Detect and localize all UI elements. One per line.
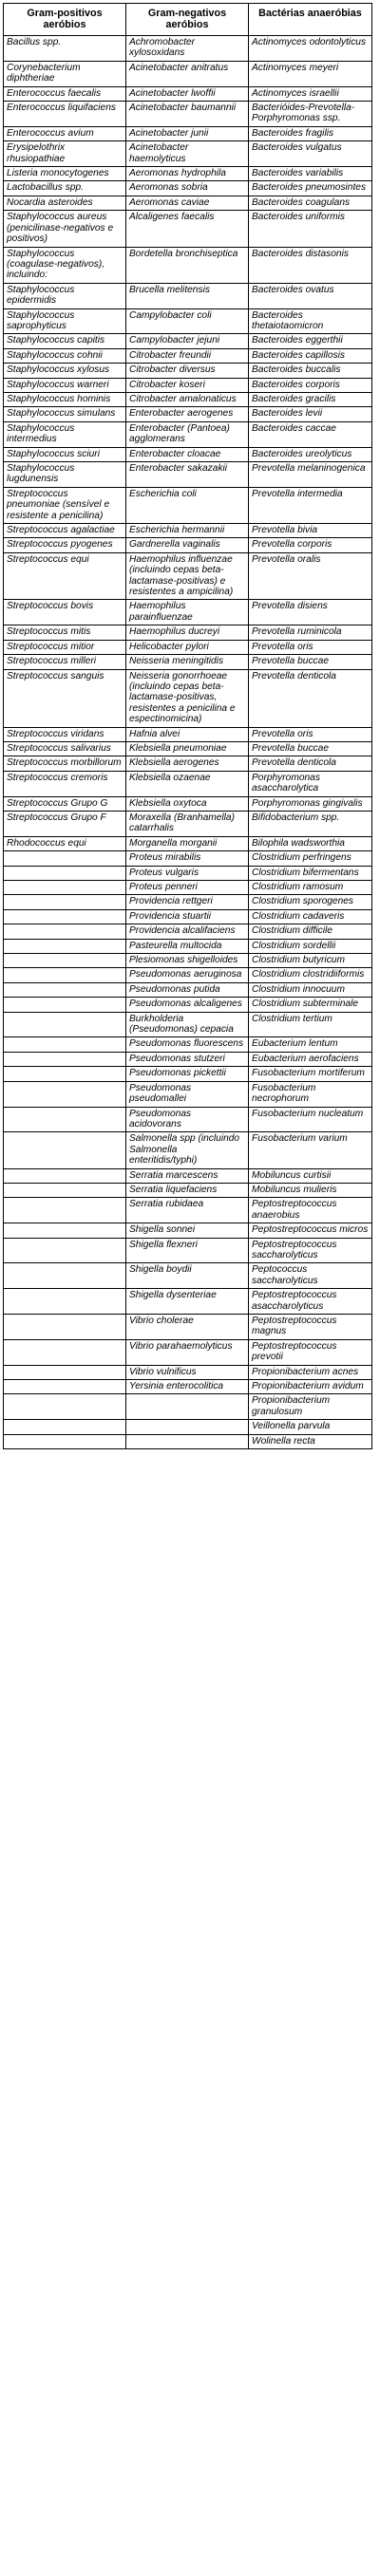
cell-gram-negative: Vibrio cholerae [126,1315,249,1340]
table-row [4,392,372,406]
table-row [4,167,372,181]
cell-gram-positive: Staphylococcus lugdunensis [4,462,126,488]
table-body [4,36,372,1449]
cell-gram-negative: Campylobacter coli [126,308,249,334]
cell-anaerobic: Clostridium clostridiiformis [249,968,372,982]
cell-anaerobic: Peptostreptococcus prevotii [249,1339,372,1365]
cell-anaerobic: Clostridium subterminale [249,998,372,1012]
cell-anaerobic: Actinomyces israellii [249,86,372,101]
table-row [4,348,372,363]
cell-gram-positive [4,1168,126,1183]
cell-gram-negative: Enterobacter sakazakii [126,462,249,488]
table-row [4,447,372,461]
cell-gram-negative: Enterobacter cloacae [126,447,249,461]
cell-anaerobic: Actinomyces meyeri [249,61,372,86]
table-row [4,756,372,771]
header-row [4,4,372,36]
cell-gram-negative: Proteus mirabilis [126,851,249,866]
cell-gram-negative: Yersinia enterocolitica [126,1380,249,1394]
cell-anaerobic: Prevotella intermedia [249,487,372,523]
cell-anaerobic: Fusobacterium mortiferum [249,1067,372,1081]
cell-gram-negative: Citrobacter koseri [126,378,249,392]
table-row [4,1315,372,1340]
cell-anaerobic: Bacteroides caccae [249,421,372,447]
cell-gram-positive: Erysipelothrix rhusiopathiae [4,141,126,167]
cell-gram-negative: Plesiomonas shigelloides [126,954,249,968]
cell-gram-positive [4,1183,126,1197]
table-row [4,36,372,62]
table-row [4,524,372,538]
table-row [4,998,372,1012]
cell-anaerobic: Bacteroides corporis [249,378,372,392]
table-row [4,334,372,348]
cell-gram-positive [4,1315,126,1340]
cell-anaerobic: Prevotella buccae [249,741,372,756]
cell-gram-positive [4,968,126,982]
cell-anaerobic: Bacteroides coagulans [249,196,372,210]
cell-gram-positive [4,1107,126,1132]
cell-anaerobic: Fusobacterium varium [249,1132,372,1168]
cell-gram-negative: Gardnerella vaginalis [126,538,249,552]
cell-gram-positive: Streptococcus Grupo G [4,796,126,811]
table-row [4,421,372,447]
cell-gram-positive [4,1434,126,1448]
table-row [4,1012,372,1037]
table-row [4,939,372,953]
table-row [4,1289,372,1315]
table-row [4,1081,372,1107]
table-row [4,211,372,247]
table-row [4,1420,372,1434]
cell-anaerobic: Porphyromonas gingivalis [249,796,372,811]
cell-gram-positive: Enterococcus liquifaciens [4,102,126,127]
cell-gram-positive [4,851,126,866]
cell-gram-positive: Staphylococcus intermedius [4,421,126,447]
cell-gram-negative: Citrobacter amalonaticus [126,392,249,406]
table-row [4,462,372,488]
table-row [4,655,372,669]
table-row [4,1198,372,1223]
cell-gram-negative: Klebsiella ozaenae [126,771,249,796]
cell-gram-positive: Streptococcus mitior [4,640,126,654]
cell-gram-positive: Enterococcus faecalis [4,86,126,101]
cell-anaerobic: Eubacterium aerofaciens [249,1052,372,1066]
table-row [4,895,372,909]
cell-gram-positive [4,909,126,924]
cell-gram-positive: Streptococcus bovis [4,600,126,625]
cell-gram-negative: Brucella melitensis [126,283,249,308]
cell-anaerobic: Bacteroides variabilis [249,167,372,181]
cell-gram-positive: Staphylococcus sciuri [4,447,126,461]
table-row [4,1183,372,1197]
cell-anaerobic: Clostridium bifermentans [249,866,372,880]
cell-anaerobic: Peptostreptococcus anaerobius [249,1198,372,1223]
table-row [4,1107,372,1132]
cell-gram-positive: Streptococcus morbillorum [4,756,126,771]
cell-anaerobic: Clostridium difficile [249,924,372,939]
cell-gram-negative: Haemophilus influenzae (incluindo cepas beta-lactamase-positivas) e resistentes a ampicilina) [126,552,249,600]
cell-gram-negative: Helicobacter pylori [126,640,249,654]
table-row [4,1380,372,1394]
table-row [4,364,372,378]
cell-anaerobic: Prevotella denticola [249,756,372,771]
cell-gram-negative: Acinetobacter lwoffii [126,86,249,101]
table-row [4,811,372,836]
cell-gram-positive [4,939,126,953]
table-row [4,181,372,196]
cell-gram-negative: Proteus vulgaris [126,866,249,880]
cell-anaerobic: Prevotella oralis [249,552,372,600]
cell-gram-negative: Acinetobacter haemolyticus [126,141,249,167]
cell-gram-positive: Streptococcus equi [4,552,126,600]
cell-anaerobic: Clostridium tertium [249,1012,372,1037]
cell-anaerobic: Bacterióides-Prevotella-Porphyromonas ssp. [249,102,372,127]
cell-anaerobic: Prevotella oris [249,640,372,654]
cell-anaerobic: Bacteroides eggerthii [249,334,372,348]
cell-gram-negative: Morganella morganii [126,836,249,850]
table-row [4,1263,372,1289]
table-row [4,1339,372,1365]
cell-anaerobic: Bacteroides ureolyticus [249,447,372,461]
cell-gram-positive [4,1052,126,1066]
cell-gram-negative: Serratia rubidaea [126,1198,249,1223]
cell-gram-positive: Listeria monocytogenes [4,167,126,181]
cell-gram-negative: Pseudomonas alcaligenes [126,998,249,1012]
cell-gram-positive: Enterococcus avium [4,126,126,140]
cell-anaerobic: Fusobacterium necrophorum [249,1081,372,1107]
cell-anaerobic: Clostridium butyricum [249,954,372,968]
cell-anaerobic: Peptostreptococcus magnus [249,1315,372,1340]
cell-anaerobic: Peptostreptococcus micros [249,1223,372,1238]
table-row [4,600,372,625]
cell-gram-positive: Bacillus spp. [4,36,126,62]
cell-gram-negative: Serratia liquefaciens [126,1183,249,1197]
table-row [4,247,372,283]
cell-gram-negative: Klebsiella aerogenes [126,756,249,771]
cell-gram-negative: Klebsiella pneumoniae [126,741,249,756]
table-row [4,61,372,86]
cell-gram-negative: Salmonella spp (incluindo Salmonella enteritidis/typhi) [126,1132,249,1168]
cell-gram-negative [126,1420,249,1434]
cell-anaerobic: Bacteroides distasonis [249,247,372,283]
cell-gram-negative: Campylobacter jejuni [126,334,249,348]
cell-anaerobic: Clostridium innocuum [249,982,372,997]
cell-gram-negative: Pasteurella multocida [126,939,249,953]
cell-gram-positive: Streptococcus sanguis [4,669,126,727]
table-row [4,308,372,334]
cell-gram-positive: Staphylococcus epidermidis [4,283,126,308]
cell-anaerobic: Mobiluncus curtisii [249,1168,372,1183]
cell-gram-positive [4,1365,126,1379]
table-row [4,954,372,968]
cell-anaerobic: Prevotella melaninogenica [249,462,372,488]
table-row [4,924,372,939]
cell-gram-negative: Providencia stuartii [126,909,249,924]
table-row [4,378,372,392]
cell-anaerobic: Wolinella recta [249,1434,372,1448]
cell-anaerobic: Propionibacterium avidum [249,1380,372,1394]
cell-gram-negative: Enterobacter aerogenes [126,407,249,421]
table-row [4,836,372,850]
cell-gram-positive: Staphylococcus hominis [4,392,126,406]
table-row [4,909,372,924]
cell-gram-positive: Streptococcus viridans [4,727,126,741]
cell-anaerobic: Prevotella ruminicola [249,625,372,640]
table-row [4,771,372,796]
table-row [4,1052,372,1066]
cell-gram-positive: Streptococcus salivarius [4,741,126,756]
cell-anaerobic: Prevotella corporis [249,538,372,552]
cell-gram-negative: Neisseria meningitidis [126,655,249,669]
cell-gram-negative: Haemophilus parainfluenzae [126,600,249,625]
table-row [4,487,372,523]
cell-gram-negative: Pseudomonas aeruginosa [126,968,249,982]
table-row [4,982,372,997]
table-row [4,1037,372,1052]
cell-gram-negative: Providencia rettgeri [126,895,249,909]
table-row [4,669,372,727]
bacteria-table [3,3,372,1449]
cell-anaerobic: Bilophila wadsworthia [249,836,372,850]
cell-gram-negative: Citrobacter diversus [126,364,249,378]
cell-anaerobic: Prevotella buccae [249,655,372,669]
cell-gram-negative: Acinetobacter junii [126,126,249,140]
header-gram-negative: Gram-negativos aeróbios [126,4,249,36]
cell-gram-positive: Streptococcus Grupo F [4,811,126,836]
cell-gram-positive: Staphylococcus (coagulase-negativos), incluindo: [4,247,126,283]
cell-gram-positive: Staphylococcus aureus (penicilinase-negativos e positivos) [4,211,126,247]
cell-gram-positive [4,1289,126,1315]
table-row [4,1434,372,1448]
cell-gram-positive: Staphylococcus warneri [4,378,126,392]
cell-gram-negative: Acinetobacter anitratus [126,61,249,86]
cell-gram-positive [4,1380,126,1394]
cell-anaerobic: Peptococcus saccharolyticus [249,1263,372,1289]
cell-gram-positive [4,895,126,909]
cell-anaerobic: Mobiluncus mulieris [249,1183,372,1197]
cell-anaerobic: Bacteroides vulgatus [249,141,372,167]
table-row [4,126,372,140]
cell-gram-positive: Streptococcus pneumoniae (sensível e resistente a penicilina) [4,487,126,523]
cell-anaerobic: Bacteroides fragilis [249,126,372,140]
cell-gram-positive: Staphylococcus xylosus [4,364,126,378]
cell-anaerobic: Eubacterium lentum [249,1037,372,1052]
cell-gram-negative: Aeromonas caviae [126,196,249,210]
cell-gram-negative: Enterobacter (Pantoea) agglomerans [126,421,249,447]
cell-gram-negative: Neisseria gonorrhoeae (incluindo cepas beta-lactamase-positivas, resistentes a penicilina e espectinomicina) [126,669,249,727]
cell-gram-positive: Staphylococcus simulans [4,407,126,421]
cell-anaerobic: Bifidobacterium spp. [249,811,372,836]
cell-anaerobic: Bacteroides capillosis [249,348,372,363]
table-row [4,796,372,811]
header-anaerobic: Bactérias anaeróbias [249,4,372,36]
cell-gram-negative: Acinetobacter baumannii [126,102,249,127]
cell-gram-negative: Aeromonas sobria [126,181,249,196]
table-row [4,1394,372,1420]
cell-anaerobic: Fusobacterium nucleatum [249,1107,372,1132]
cell-anaerobic: Clostridium ramosum [249,881,372,895]
cell-anaerobic: Peptostreptococcus saccharolyticus [249,1238,372,1263]
cell-gram-negative: Alcaligenes faecalis [126,211,249,247]
cell-gram-negative: Aeromonas hydrophila [126,167,249,181]
cell-gram-positive [4,982,126,997]
cell-gram-positive [4,1081,126,1107]
cell-anaerobic: Prevotella denticola [249,669,372,727]
cell-anaerobic: Veillonella parvula [249,1420,372,1434]
cell-anaerobic: Clostridium sordellii [249,939,372,953]
cell-gram-negative: Hafnia alvei [126,727,249,741]
cell-gram-negative: Pseudomonas pickettii [126,1067,249,1081]
cell-anaerobic: Prevotella oris [249,727,372,741]
cell-gram-positive: Streptococcus cremoris [4,771,126,796]
table-row [4,102,372,127]
cell-gram-positive [4,866,126,880]
cell-gram-positive [4,1067,126,1081]
cell-gram-positive [4,998,126,1012]
table-row [4,727,372,741]
cell-gram-negative: Achromobacter xylosoxidans [126,36,249,62]
cell-anaerobic: Propionibacterium granulosum [249,1394,372,1420]
cell-gram-negative: Vibrio parahaemolyticus [126,1339,249,1365]
cell-gram-positive [4,1339,126,1365]
cell-gram-positive [4,1263,126,1289]
table-row [4,1238,372,1263]
cell-anaerobic: Bacteroides thetaiotaomicron [249,308,372,334]
cell-gram-negative: Pseudomonas putida [126,982,249,997]
table-row [4,1067,372,1081]
cell-gram-negative: Pseudomonas acidovorans [126,1107,249,1132]
cell-gram-positive: Streptococcus agalactiae [4,524,126,538]
cell-gram-positive [4,1037,126,1052]
cell-anaerobic: Bacteroides levii [249,407,372,421]
cell-gram-positive [4,1198,126,1223]
cell-gram-negative: Vibrio vulnificus [126,1365,249,1379]
cell-gram-positive [4,1223,126,1238]
cell-gram-positive: Streptococcus pyogenes [4,538,126,552]
table-row [4,866,372,880]
cell-anaerobic: Prevotella disiens [249,600,372,625]
cell-gram-negative: Bordetella bronchiseptica [126,247,249,283]
cell-gram-positive: Staphylococcus capitis [4,334,126,348]
cell-anaerobic: Porphyromonas asaccharolytica [249,771,372,796]
table-row [4,741,372,756]
cell-gram-negative: Escherichia hermannii [126,524,249,538]
table-row [4,625,372,640]
cell-gram-negative: Pseudomonas fluorescens [126,1037,249,1052]
table-row [4,141,372,167]
cell-gram-negative [126,1434,249,1448]
cell-gram-positive: Rhodococcus equi [4,836,126,850]
cell-anaerobic: Bacteroides buccalis [249,364,372,378]
table-row [4,552,372,600]
cell-gram-positive: Corynebacterium diphtheriae [4,61,126,86]
cell-anaerobic: Bacteroides gracilis [249,392,372,406]
cell-gram-positive [4,1394,126,1420]
cell-anaerobic: Peptostreptococcus asaccharolyticus [249,1289,372,1315]
cell-gram-negative: Citrobacter freundii [126,348,249,363]
cell-gram-positive: Staphylococcus cohnii [4,348,126,363]
table-row [4,1132,372,1168]
cell-anaerobic: Bacteroides pneumosintes [249,181,372,196]
table-row [4,640,372,654]
cell-gram-positive: Lactobacillus spp. [4,181,126,196]
cell-gram-negative: Escherichia coli [126,487,249,523]
cell-gram-negative: Proteus penneri [126,881,249,895]
table-row [4,283,372,308]
cell-gram-negative: Pseudomonas stutzeri [126,1052,249,1066]
cell-gram-positive: Streptococcus mitis [4,625,126,640]
cell-anaerobic: Bacteroides ovatus [249,283,372,308]
cell-gram-negative: Klebsiella oxytoca [126,796,249,811]
table-row [4,1168,372,1183]
table-row [4,881,372,895]
cell-gram-negative: Shigella flexneri [126,1238,249,1263]
cell-gram-positive [4,1132,126,1168]
cell-gram-negative: Haemophilus ducreyi [126,625,249,640]
cell-gram-positive: Staphylococcus saprophyticus [4,308,126,334]
table-row [4,538,372,552]
cell-anaerobic: Bacteroides uniformis [249,211,372,247]
table-row [4,1223,372,1238]
table-row [4,968,372,982]
cell-gram-positive [4,1012,126,1037]
table-row [4,407,372,421]
cell-gram-negative: Burkholderia (Pseudomonas) cepacia [126,1012,249,1037]
cell-anaerobic: Clostridium sporogenes [249,895,372,909]
table-row [4,851,372,866]
table-row [4,1365,372,1379]
header-gram-positive: Gram-positivos aeróbios [4,4,126,36]
cell-gram-negative: Shigella sonnei [126,1223,249,1238]
cell-gram-negative [126,1394,249,1420]
cell-anaerobic: Actinomyces odontolyticus [249,36,372,62]
cell-gram-positive [4,924,126,939]
table-row [4,86,372,101]
cell-gram-negative: Moraxella (Branhamella) catarrhalis [126,811,249,836]
cell-anaerobic: Clostridium cadaveris [249,909,372,924]
cell-gram-positive [4,1238,126,1263]
cell-gram-positive: Streptococcus milleri [4,655,126,669]
cell-gram-positive [4,881,126,895]
cell-gram-negative: Pseudomonas pseudomallei [126,1081,249,1107]
cell-gram-negative: Serratia marcescens [126,1168,249,1183]
cell-gram-positive [4,1420,126,1434]
cell-gram-negative: Shigella dysenteriae [126,1289,249,1315]
cell-gram-positive: Nocardia asteroides [4,196,126,210]
cell-anaerobic: Propionibacterium acnes [249,1365,372,1379]
cell-gram-negative: Providencia alcalifaciens [126,924,249,939]
cell-anaerobic: Prevotella bivia [249,524,372,538]
cell-gram-positive [4,954,126,968]
cell-gram-negative: Shigella boydii [126,1263,249,1289]
cell-anaerobic: Clostridium perfringens [249,851,372,866]
table-row [4,196,372,210]
